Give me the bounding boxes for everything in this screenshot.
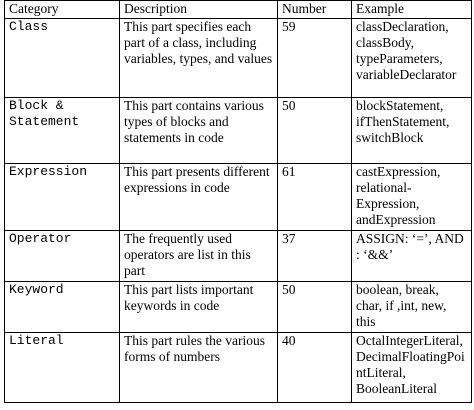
number-cell: 61 <box>278 164 352 231</box>
example-cell: OctalIntegerLiteral, DecimalFloatingPointLiteral, BooleanLiteral <box>352 333 472 403</box>
description-cell: This part presents different expressions in code <box>120 164 278 231</box>
example-cell: blockStatement, ifThenStatement, switchBlock <box>352 98 472 164</box>
header-example: Example <box>352 1 472 19</box>
number-cell: 50 <box>278 98 352 164</box>
table-row <box>5 98 472 164</box>
header-category: Category <box>5 1 120 19</box>
description-cell: This part specifies each part of a class, including variables, types, and values <box>120 19 278 98</box>
category-cell: Operator <box>5 231 120 282</box>
table-row <box>5 19 472 98</box>
table-header <box>5 1 472 19</box>
table-row <box>5 333 472 403</box>
example-cell: ASSIGN: ‘=’, AND : ‘&&’ <box>352 231 472 282</box>
example-cell: classDeclaration, classBody, typeParameters, variableDeclarator <box>352 19 472 98</box>
header-number: Number <box>278 1 352 19</box>
description-cell: The frequently used operators are list in this part <box>120 231 278 282</box>
category-cell: Expression <box>5 164 120 231</box>
example-cell: castExpression, relational-Expression, andExpression <box>352 164 472 231</box>
category-cell: Literal <box>5 333 120 403</box>
header-description: Description <box>120 1 278 19</box>
example-cell: boolean, break, char, if ,int, new, this <box>352 282 472 333</box>
table-row <box>5 164 472 231</box>
category-table <box>4 0 472 403</box>
number-cell: 37 <box>278 231 352 282</box>
description-cell: This part rules the various forms of numbers <box>120 333 278 403</box>
header-row <box>5 1 472 19</box>
number-cell: 40 <box>278 333 352 403</box>
table-body <box>5 19 472 403</box>
category-cell: Keyword <box>5 282 120 333</box>
description-cell: This part contains various types of blocks and statements in code <box>120 98 278 164</box>
table-row <box>5 231 472 282</box>
number-cell: 59 <box>278 19 352 98</box>
number-cell: 50 <box>278 282 352 333</box>
category-cell: Block & Statement <box>5 98 120 164</box>
table-row <box>5 282 472 333</box>
category-cell: Class <box>5 19 120 98</box>
description-cell: This part lists important keywords in code <box>120 282 278 333</box>
